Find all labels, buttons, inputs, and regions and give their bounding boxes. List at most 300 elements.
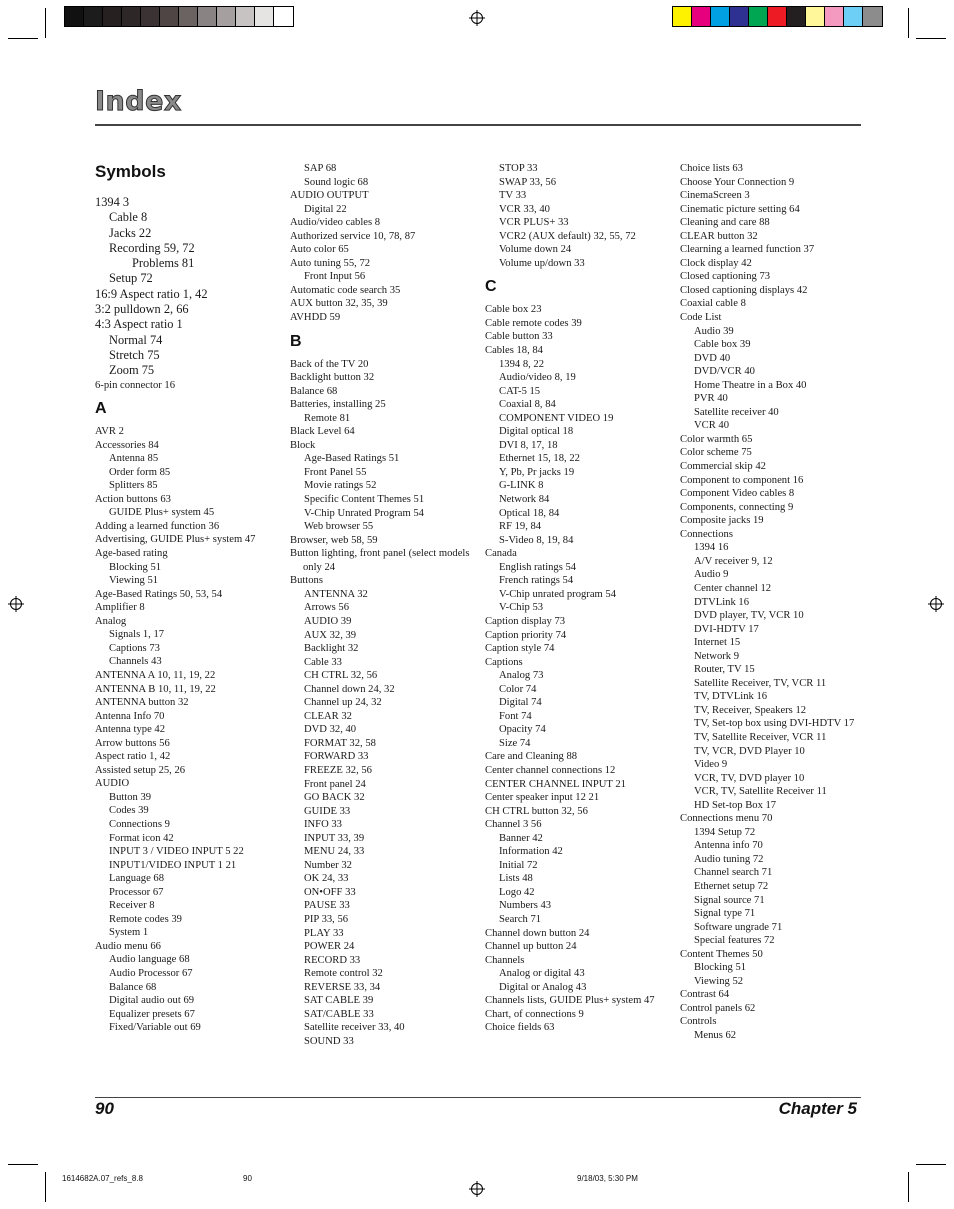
crop-mark [45, 8, 46, 38]
index-entry: Color scheme 75 [680, 447, 752, 459]
index-entry: Choice fields 63 [485, 1022, 555, 1034]
index-entry: Processor 67 [109, 886, 164, 898]
index-entry: CLEAR button 32 [680, 230, 758, 242]
index-entry: Black Level 64 [290, 426, 355, 438]
index-entry: TV, Satellite Receiver, VCR 11 [694, 731, 827, 743]
index-entry: Lists 48 [499, 873, 533, 885]
index-entry: GUIDE 33 [304, 805, 351, 817]
index-entry: S-Video 8, 19, 84 [499, 534, 574, 546]
index-entry: Age-based rating [95, 548, 168, 560]
index-entry: Adding a learned function 36 [95, 520, 220, 532]
index-entry: Receiver 8 [109, 900, 155, 912]
index-entry: CAT-5 15 [499, 385, 541, 397]
index-entry: Authorized service 10, 78, 87 [290, 230, 416, 242]
section-heading: B [290, 332, 302, 350]
crop-mark [908, 8, 909, 38]
index-entry: Code List [680, 312, 722, 324]
index-entry: Channels [485, 954, 525, 966]
color-swatch [217, 7, 236, 26]
index-entry: 1394 8, 22 [499, 358, 545, 370]
index-entry: Signals 1, 17 [109, 629, 165, 641]
index-entry: TV 33 [499, 190, 527, 202]
index-entry: Age-Based Ratings 51 [304, 453, 400, 465]
index-entry: Age-Based Ratings 50, 53, 54 [95, 588, 223, 600]
index-entry: MENU 24, 33 [304, 846, 365, 858]
index-entry: Choose Your Connection 9 [680, 176, 795, 188]
page-title: Index [95, 86, 182, 117]
crop-mark [916, 1164, 946, 1165]
index-entry: CLEAR 32 [304, 710, 352, 722]
color-swatch [179, 7, 198, 26]
index-entry: VCR PLUS+ 33 [499, 217, 569, 229]
index-entry: ANTENNA button 32 [95, 697, 189, 709]
footer-rule [95, 1097, 861, 1098]
index-entry: Composite jacks 19 [680, 515, 764, 527]
index-entry: Search 71 [499, 913, 542, 925]
index-entry: Audio 9 [694, 569, 729, 581]
index-entry: Satellite receiver 40 [694, 406, 779, 418]
index-column-1 [95, 162, 280, 1035]
section-heading: C [485, 278, 497, 296]
index-entry: Center channel 12 [694, 582, 772, 594]
index-entry: SOUND 33 [304, 1035, 354, 1047]
color-swatch [141, 7, 160, 26]
index-entry: V-Chip 53 [499, 602, 544, 614]
crop-mark [8, 1164, 38, 1165]
index-entry: GO BACK 32 [304, 792, 365, 804]
index-entry: Clearning a learned function 37 [680, 244, 815, 256]
index-entry: Button 39 [109, 791, 152, 803]
index-entry: Contrast 64 [680, 989, 730, 1001]
index-entry: 1394 Setup 72 [694, 826, 756, 838]
index-entry: Size 74 [499, 737, 531, 749]
index-entry: AUDIO 39 [304, 615, 352, 627]
index-entry: Sound logic 68 [304, 176, 369, 188]
index-entry: Remote control 32 [304, 968, 383, 980]
index-entry: Cinematic picture setting 64 [680, 203, 800, 215]
color-swatch [806, 7, 825, 26]
index-entry: Blocking 51 [109, 561, 162, 573]
index-entry: ANTENNA B 10, 11, 19, 22 [95, 683, 216, 695]
index-entry: Viewing 52 [694, 975, 744, 987]
index-entry: Buttons [290, 575, 323, 587]
section-heading: A [95, 400, 107, 418]
slug-page: 90 [243, 1174, 252, 1183]
index-entry: Logo 42 [499, 886, 535, 898]
index-entry: Y, Pb, Pr jacks 19 [499, 466, 575, 478]
color-swatch [711, 7, 730, 26]
registration-mark-icon [8, 596, 24, 612]
index-entry: Accessories 84 [95, 439, 159, 451]
index-entry: Controls [680, 1016, 717, 1028]
index-entry: Commercial skip 42 [680, 461, 766, 473]
index-entry: Antenna info 70 [694, 840, 763, 852]
index-entry: TV, DTVLink 16 [694, 691, 768, 703]
section-heading: Symbols [95, 162, 166, 181]
index-entry: Channel search 71 [694, 867, 773, 879]
index-entry: Digital 22 [304, 203, 347, 215]
index-entry: DVD player, TV, VCR 10 [694, 610, 804, 622]
index-entry: 1394 16 [694, 542, 729, 554]
index-entry: AUX 32, 39 [304, 629, 357, 641]
color-swatch [236, 7, 255, 26]
index-entry: Closed captioning displays 42 [680, 284, 808, 296]
index-entry: VCR 33, 40 [499, 203, 550, 215]
index-entry: AVR 2 [95, 426, 124, 438]
index-entry: Chart, of connections 9 [485, 1008, 584, 1020]
index-entry: Special features 72 [694, 935, 775, 947]
index-entry: DVD/VCR 40 [694, 366, 755, 378]
index-entry: Choice lists 63 [680, 163, 743, 174]
index-entry: PLAY 33 [304, 927, 344, 939]
color-swatch [103, 7, 122, 26]
index-entry: Audio/video cables 8 [290, 217, 381, 229]
index-entry: ANTENNA A 10, 11, 19, 22 [95, 669, 216, 681]
index-entry: DVI 8, 17, 18 [499, 439, 558, 451]
index-entry: Video 9 [694, 759, 728, 771]
index-entry: Number 32 [304, 859, 352, 871]
index-entry: Signal source 71 [694, 894, 765, 906]
index-entry: SAT CABLE 39 [304, 995, 374, 1007]
color-swatch [160, 7, 179, 26]
index-entry: VCR, TV, DVD player 10 [694, 772, 805, 784]
index-entry: Batteries, installing 25 [290, 399, 386, 411]
index-entry: Zoom 75 [109, 363, 155, 378]
index-entry: Audio tuning 72 [694, 853, 764, 865]
index-entry: Color warmth 65 [680, 433, 753, 445]
index-entry: Arrows 56 [304, 602, 350, 614]
index-entry: Clock display 42 [680, 257, 752, 269]
index-entry: Audio/video 8, 19 [499, 372, 576, 384]
index-entry: Back of the TV 20 [290, 358, 369, 370]
index-entry: OK 24, 33 [304, 873, 349, 885]
index-entry: AUDIO [95, 778, 130, 790]
index-entry: Color 74 [499, 683, 537, 695]
index-entry: Optical 18, 84 [499, 507, 560, 519]
index-entry: REVERSE 33, 34 [304, 981, 381, 993]
index-entry: Audio Processor 67 [109, 967, 193, 979]
slug-timestamp: 9/18/03, 5:30 PM [577, 1174, 638, 1183]
index-entry: Center speaker input 12 21 [485, 792, 600, 804]
index-entry: RF 19, 84 [499, 521, 542, 533]
index-entry: Opacity 74 [499, 724, 546, 736]
process-color-bar [672, 6, 883, 27]
index-entry: PIP 33, 56 [304, 913, 349, 925]
index-entry: Analog or digital 43 [499, 968, 585, 980]
index-entry: G-LINK 8 [499, 480, 544, 492]
color-swatch [863, 7, 882, 26]
index-entry: Aspect ratio 1, 42 [95, 751, 171, 763]
index-entry: Cable 33 [304, 656, 342, 668]
index-entry: Cable remote codes 39 [485, 317, 582, 329]
index-entry: Caption priority 74 [485, 629, 567, 641]
index-column-4 [680, 162, 865, 1043]
index-entry: Volume up/down 33 [499, 257, 585, 269]
index-entry: Balance 68 [290, 385, 338, 397]
index-entry: ON•OFF 33 [304, 886, 356, 898]
index-entry: POWER 24 [304, 941, 355, 953]
index-entry: Button lighting, front panel (select models only 24 [290, 548, 470, 573]
index-entry: Cable button 33 [485, 331, 553, 343]
index-entry: Captions [485, 656, 523, 668]
registration-mark-icon [469, 10, 485, 26]
index-entry: Problems 81 [132, 256, 195, 271]
index-entry: Center channel connections 12 [485, 764, 616, 776]
color-swatch [749, 7, 768, 26]
index-entry: Menus 62 [694, 1030, 737, 1041]
index-entry: Front panel 24 [304, 778, 366, 790]
index-entry: Antenna Info 70 [95, 710, 165, 722]
index-entry: Connections menu 70 [680, 813, 773, 825]
index-entry: Channel down 24, 32 [304, 683, 395, 695]
index-entry: Antenna 85 [109, 453, 159, 465]
registration-mark-icon [928, 596, 944, 612]
index-entry: Amplifier 8 [95, 602, 145, 614]
index-entry: Cables 18, 84 [485, 345, 543, 357]
index-entry: DVD 32, 40 [304, 724, 357, 736]
index-entry: ANTENNA 32 [304, 588, 368, 600]
index-entry: Audio menu 66 [95, 940, 161, 952]
index-entry: V-Chip Unrated Program 54 [304, 507, 424, 519]
index-entry: Content Themes 50 [680, 948, 763, 960]
index-entry: Block [290, 439, 316, 451]
index-entry: Analog [95, 615, 127, 627]
index-entry: FORMAT 32, 58 [304, 737, 376, 749]
index-entry: Digital audio out 69 [109, 995, 195, 1007]
index-entry: Equalizer presets 67 [109, 1008, 195, 1020]
index-entry: Order form 85 [109, 466, 171, 478]
index-column-2 [290, 162, 475, 1048]
registration-mark-icon [469, 1181, 485, 1197]
index-entry: Software ungrade 71 [694, 921, 783, 933]
index-entry: SAT/CABLE 33 [304, 1008, 374, 1020]
index-entry: RECORD 33 [304, 954, 361, 966]
index-entry: Channel up 24, 32 [304, 697, 382, 709]
index-entry: Internet 15 [694, 637, 741, 649]
index-entry: TV, Set-top box using DVI-HDTV 17 [694, 718, 855, 730]
index-entry: Numbers 43 [499, 900, 552, 912]
index-entry: Channels lists, GUIDE Plus+ system 47 [485, 995, 655, 1007]
index-entry: Jacks 22 [109, 225, 152, 240]
index-entry: INPUT1/VIDEO INPUT 1 21 [109, 859, 237, 871]
crop-mark [916, 38, 946, 39]
index-entry: Signal type 71 [694, 908, 756, 920]
index-entry: Normal 74 [109, 332, 163, 347]
color-swatch [768, 7, 787, 26]
crop-mark [45, 1172, 46, 1202]
index-entry: Remote codes 39 [109, 913, 182, 925]
slug-filename: 1614682A.07_refs_8.8 [62, 1174, 143, 1183]
index-entry: INPUT 3 / VIDEO INPUT 5 22 [109, 846, 244, 858]
index-entry: 6-pin connector 16 [95, 379, 176, 391]
color-swatch [122, 7, 141, 26]
index-entry: Format icon 42 [109, 832, 174, 844]
index-entry: GUIDE Plus+ system 45 [109, 507, 215, 519]
index-entry: Font 74 [499, 710, 532, 722]
index-entry: VCR 40 [694, 420, 730, 432]
color-swatch [730, 7, 749, 26]
crop-mark [8, 38, 38, 39]
index-entry: Blocking 51 [694, 962, 747, 974]
index-entry: Banner 42 [499, 832, 543, 844]
index-entry: AUX button 32, 35, 39 [290, 298, 388, 310]
index-entry: Arrow buttons 56 [95, 737, 170, 749]
index-entry: Fixed/Variable out 69 [109, 1022, 201, 1034]
index-entry: AVHDD 59 [290, 312, 341, 324]
index-entry: V-Chip unrated program 54 [499, 588, 617, 600]
index-entry: Captions 73 [109, 642, 160, 654]
index-entry: French ratings 54 [499, 575, 574, 587]
index-entry: TV, Receiver, Speakers 12 [694, 704, 807, 716]
color-swatch [673, 7, 692, 26]
index-entry: Cleaning and care 88 [680, 217, 770, 229]
index-entry: Digital optical 18 [499, 426, 574, 438]
color-swatch [844, 7, 863, 26]
color-swatch [65, 7, 84, 26]
index-entry: SAP 68 [304, 163, 337, 174]
index-entry: Network 9 [694, 650, 740, 662]
index-entry: 4:3 Aspect ratio 1 [95, 317, 183, 332]
index-entry: Front Input 56 [304, 271, 366, 283]
index-entry: CH CTRL button 32, 56 [485, 805, 588, 817]
index-entry: Splitters 85 [109, 480, 158, 492]
color-swatch [825, 7, 844, 26]
index-entry: Advertising, GUIDE Plus+ system 47 [95, 534, 256, 546]
index-entry: PVR 40 [694, 393, 728, 405]
index-entry: FREEZE 32, 56 [304, 764, 372, 776]
index-entry: Web browser 55 [304, 521, 374, 533]
index-entry: AUDIO OUTPUT [290, 190, 369, 202]
index-entry: Connections [680, 528, 733, 540]
index-entry: Front Panel 55 [304, 466, 367, 478]
chapter-label: Chapter 5 [778, 1099, 857, 1118]
index-entry: Satellite Receiver, TV, VCR 11 [694, 677, 827, 689]
index-entry: CENTER CHANNEL INPUT 21 [485, 778, 626, 790]
index-entry: Component to component 16 [680, 474, 804, 486]
index-entry: PAUSE 33 [304, 900, 350, 912]
index-entry: Backlight button 32 [290, 372, 375, 384]
index-entry: Initial 72 [499, 859, 538, 871]
title-rule [95, 124, 861, 126]
index-entry: COMPONENT VIDEO 19 [499, 412, 614, 424]
index-entry: INPUT 33, 39 [304, 832, 365, 844]
index-entry: Language 68 [109, 873, 165, 885]
index-entry: Antenna type 42 [95, 724, 166, 736]
page-number: 90 [95, 1099, 114, 1118]
index-entry: Auto color 65 [290, 244, 349, 256]
index-entry: Remote 81 [304, 412, 351, 424]
index-entry: Information 42 [499, 846, 563, 858]
index-entry: Volume down 24 [499, 244, 572, 256]
index-entry: Specific Content Themes 51 [304, 494, 425, 506]
color-swatch [274, 7, 293, 26]
index-entry: Care and Cleaning 88 [485, 751, 578, 763]
index-entry: 16:9 Aspect ratio 1, 42 [95, 286, 208, 301]
index-entry: 3:2 pulldown 2, 66 [95, 302, 189, 317]
index-entry: VCR, TV, Satellite Receiver 11 [694, 786, 827, 798]
index-entry: Viewing 51 [109, 575, 159, 587]
index-entry: Digital or Analog 43 [499, 981, 587, 993]
index-entry: Channel 3 56 [485, 819, 542, 831]
index-entry: DVI-HDTV 17 [694, 623, 759, 635]
index-entry: Channels 43 [109, 656, 162, 668]
index-entry: Stretch 75 [109, 347, 160, 362]
index-entry: Auto tuning 55, 72 [290, 257, 371, 269]
index-entry: Control panels 62 [680, 1002, 756, 1014]
index-entry: Caption display 73 [485, 615, 566, 627]
color-swatch [692, 7, 711, 26]
index-entry: Satellite receiver 33, 40 [304, 1022, 405, 1034]
index-entry: Canada [485, 548, 517, 560]
index-entry: CinemaScreen 3 [680, 190, 750, 202]
crop-mark [908, 1172, 909, 1202]
index-entry: Cable box 39 [694, 339, 751, 351]
index-entry: TV, VCR, DVD Player 10 [694, 745, 805, 757]
index-entry: Balance 68 [109, 981, 157, 993]
index-entry: Action buttons 63 [95, 493, 171, 505]
color-swatch [198, 7, 217, 26]
index-entry: INFO 33 [304, 819, 342, 831]
index-entry: HD Set-top Box 17 [694, 799, 777, 811]
index-entry: Ethernet setup 72 [694, 880, 769, 892]
index-entry: VCR2 (AUX default) 32, 55, 72 [499, 230, 636, 242]
index-entry: Component Video cables 8 [680, 488, 795, 500]
index-entry: Recording 59, 72 [109, 240, 195, 255]
index-entry: Network 84 [499, 494, 550, 506]
index-entry: Home Theatre in a Box 40 [694, 379, 807, 391]
color-swatch [255, 7, 274, 26]
index-entry: Cable 8 [109, 210, 148, 225]
index-entry: Codes 39 [109, 805, 149, 817]
index-entry: Movie ratings 52 [304, 480, 377, 492]
color-swatch [787, 7, 806, 26]
index-entry: Coaxial cable 8 [680, 298, 746, 310]
index-entry: Coaxial 8, 84 [499, 399, 556, 411]
index-entry: System 1 [109, 927, 149, 939]
index-entry: Automatic code search 35 [290, 284, 401, 296]
index-entry: SWAP 33, 56 [499, 176, 556, 188]
index-entry: Channel up button 24 [485, 941, 577, 953]
index-entry: Router, TV 15 [694, 664, 755, 676]
index-entry: Caption style 74 [485, 643, 555, 655]
index-entry: DTVLink 16 [694, 596, 750, 608]
index-entry: Analog 73 [499, 670, 544, 682]
index-entry: Assisted setup 25, 26 [95, 764, 186, 776]
index-entry: FORWARD 33 [304, 751, 369, 763]
gray-ramp-color-bar [64, 6, 294, 27]
index-column-3 [485, 162, 670, 1035]
color-swatch [84, 7, 103, 26]
index-entry: STOP 33 [499, 163, 538, 174]
index-entry: Cable box 23 [485, 304, 542, 316]
index-entry: English ratings 54 [499, 561, 577, 573]
index-entry: Audio language 68 [109, 954, 190, 966]
index-entry: Browser, web 58, 59 [290, 534, 378, 546]
index-entry: Channel down button 24 [485, 927, 590, 939]
index-entry: Ethernet 15, 18, 22 [499, 453, 580, 465]
index-entry: DVD 40 [694, 352, 731, 364]
index-entry: Setup 72 [109, 271, 153, 286]
index-entry: Components, connecting 9 [680, 501, 794, 513]
index-entry: Audio 39 [694, 325, 734, 337]
index-entry: 1394 3 [95, 195, 130, 209]
index-entry: Connections 9 [109, 818, 170, 830]
index-entry: Backlight 32 [304, 643, 359, 655]
index-entry: A/V receiver 9, 12 [694, 555, 773, 567]
index-entry: Closed captioning 73 [680, 271, 771, 283]
index-entry: Digital 74 [499, 697, 542, 709]
index-entry: CH CTRL 32, 56 [304, 670, 378, 682]
